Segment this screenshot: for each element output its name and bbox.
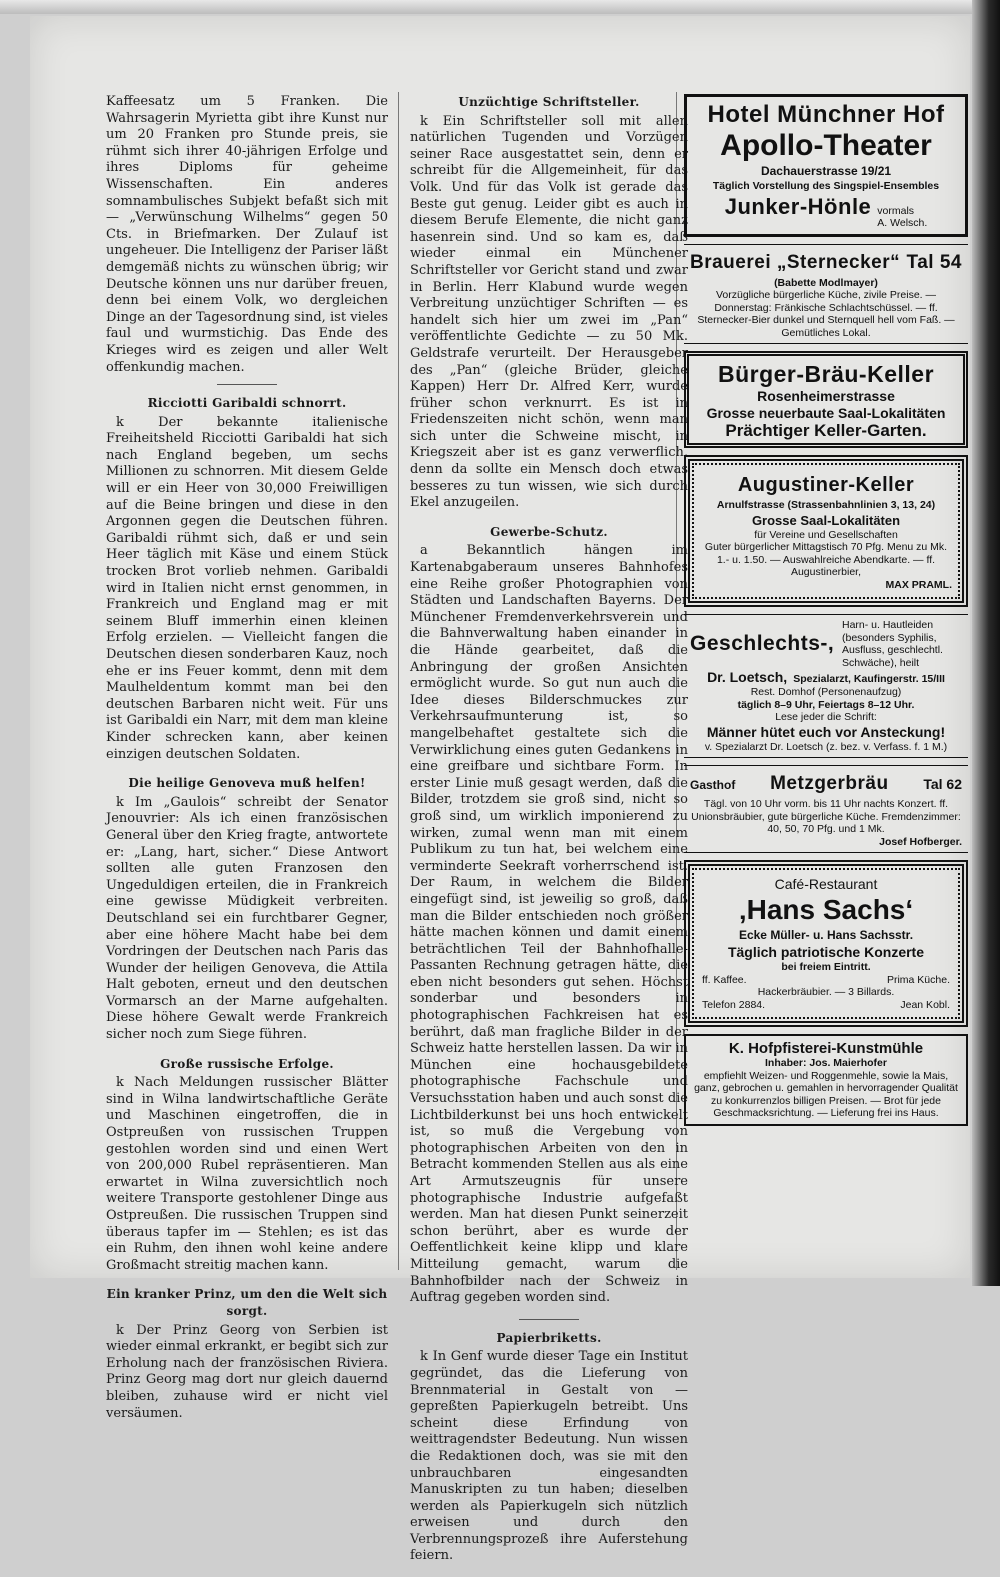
article-russian-successes xyxy=(106,1056,388,1275)
ad-hours: täglich 8–9 Uhr, Feiertags 8–12 Uhr. xyxy=(737,698,915,711)
ad-line1: Grosse Saal-Lokalitäten xyxy=(751,512,901,528)
separator xyxy=(217,384,277,385)
ad-line1-right: Prima Küche. xyxy=(886,973,950,986)
ad-street: Rosenheimerstrasse xyxy=(757,388,895,404)
ad-side-text: Harn- u. Hautleiden (besonders Syphilis, Ausfluss, geschlechtl. Schwäche), heilt xyxy=(842,619,943,669)
ad-headline: Geschlechts-, xyxy=(690,632,835,655)
ad-line2: für Vereine und Gesellschaften xyxy=(754,528,898,541)
ad-name: ‚Hans Sachs‘ xyxy=(738,894,914,925)
ad-read: Lese jeder die Schrift: xyxy=(775,711,877,723)
ad-owner: MAX PRAML. xyxy=(885,578,952,591)
article-body: k Nach Meldungen russischer Blätter sind in Wilna landwirtschaftliche Geräte und Maschinen eingetroffen, die in Ostpreußen von russischen Truppen gestohlen worden sind und einen Wert von 200,000 Rubel repräsentieren. Man erwartet in Wilna zuversichtlich noch weitere Transporte gestohlener Dinge aus Ostpreußen. Die russischen Truppen sind überaus tapfer im — Stehlen; es ist das ein Ruhm, den ihnen wohl keine andere Großmacht streitig machen kann. xyxy=(106,1075,388,1273)
ad-hotel-name: Hotel Münchner Hof xyxy=(707,101,945,128)
ad-telephone: Tal 62 xyxy=(923,776,962,792)
ad-sternecker xyxy=(684,244,968,345)
ad-text: Vorzügliche bürgerliche Küche, zivile Preise. — Donnerstag: Fränkische Schlachtschüssel. — ff. Sternecker-Bier dunkel und Sternquell hell vom Faß. — Gemütliches Lokal. xyxy=(697,289,955,339)
scan-binding-shadow xyxy=(972,0,1000,1286)
ad-label: Gasthof xyxy=(690,778,736,792)
ad-name: Bürger-Bräu-Keller xyxy=(717,361,935,387)
article-trade-protection xyxy=(410,524,688,1307)
separator xyxy=(519,1319,579,1320)
ad-warning: Männer hütet euch vor Ansteckung! xyxy=(706,723,946,740)
ad-hotel-muenchner-hof xyxy=(684,94,968,237)
article-headline: Große russische Erfolge. xyxy=(160,1056,334,1071)
ad-doctor: Dr. Loetsch, xyxy=(707,669,788,685)
article-garibaldi xyxy=(106,395,388,763)
article-body: k In Genf wurde dieser Tage ein Institut gegründet, das die Lieferung von Brennmaterial in Gestalt von — gepreßten Papierkugeln betreibt. Uns scheint diese Erfindung von weittragendster Bedeutung. Nun wissen die Redaktionen doch, was sie mit den unbrauchbaren eingesandten Manuskripten zu tun haben; dieselben werden als Papierkugeln sich nützlich erweisen und durch den Verbrennungsprozeß ihre Auferstehung feiern. xyxy=(410,1349,688,1564)
ad-augustiner-keller xyxy=(684,455,968,607)
ad-vormals-label: vormals xyxy=(877,204,915,217)
article-sick-prince xyxy=(106,1286,388,1422)
article-writers xyxy=(410,94,688,512)
article-body: a Bekanntlich hängen im Kartenabgaberaum unseres Bahnhofes eine Reihe großer Photographien von Städten und Landschaften Bayerns. Der Münchener Fremdenverkehrsverein und die Bahnverwaltung haben einander in die Hände gearbeitet, daß die Anbringung der großen Ansichten ermöglicht wurde. So gut nun auch die Idee dieses Bilderschmuckes zur Verkehrsaufmunterung ist, so mangelbehaftet gestaltete sich die Verwirklichung eines guten Gedankens in eine greifbare und sichtbare Form. In erster Linie muß gesagt werden, daß die Bilder, trotzdem sie groß sind, nicht so groß sind, um wirklich imponierend zu wirken, zumal wenn man mit einem Publikum zu tun hat, bei welchem eine verminderte Seekraft vorherrschend ist. Der Raum, in welchem die Bilder eingefügt sind, ist jeweilig so groß, daß man die Bilder entschieden noch größer hätte machen können und damit einem beträchtlichen Teil der Bahnhofhalle-Passanten Rechnung getragen hätte, die eben nicht besonders gut sehen. Höchst sonderbar und besonders in photographischen Fachkreisen hat es berührt, daß man fragliche Bilder in der Schweiz hatte herstellen lassen. Da wir in München eine hochausgebildete photographische Fachschule und Versuchsstation haben und auch sonst die Lichtbilderkunst bei uns hoch entwickelt ist, so muß die Vergebung von photographischen Arbeiten von den in Betracht kommenden Stellen aus als eine Art Armutszeugnis für unsere photographische Industrie aufgefaßt werden. Man hat diesen Punkt seinerzeit schon berührt, aber es wurde der Oeffentlichkeit keine klipp und klare Mitteilung gemacht, warum die Bahnhofbilder nach der Schweiz in Auftrag gegeben worden sind. xyxy=(410,543,688,1306)
ad-hans-sachs xyxy=(684,860,968,1027)
ad-brewery-name: Brauerei „Sternecker“ xyxy=(690,251,901,273)
article-body: k Der bekannte italienische Freiheitsheld Ricciotti Garibaldi hat sich nach England begeben, um sechs Millionen zu schnorren. Mit diesem Gelde will er ein Heer von 30,000 Freiwilligen auf die Beine bringen und diese in den Argonnen gegen die Deutschen führen. Garibaldi rühmt sich, daß er und sein Heer täglich mit Käse und einem Stück trocken Brot vorlieb nehmen. Garibaldi wird in Italien nicht ernst genommen, in Frankreich und England mag er mit seinem Bluff immerhin einen kleinen Erfolg erzielen. — Vielleicht fangen die Deutschen diesen sonderbaren Kauz, noch ehe er ins Feuer kommt, denn mit dem Maulheldentum kommt man bei den deutschen Barbaren nicht weit. Für uns ist Garibaldi ein Narr, mit dem man kleine Kinder schrecken kann, aber keinen einzigen deutschen Soldaten. xyxy=(106,414,388,762)
column-2 xyxy=(410,94,688,1577)
ad-owner: Inhaber: Jos. Maierhofer xyxy=(765,1057,887,1069)
ad-line1-left: ff. Kaffee. xyxy=(702,973,747,986)
article-body: k Ein Schriftsteller soll mit allen natürlichen Tugenden und Vorzügen seiner Race ausgestattet sein, denn er schreibt für die Allgemeinheit, für das Volk. Und für das Volk ist gerade das Beste gut genug. Leider gibt es auch in diesem Berufe Elemente, die nicht ganz hasenrein sind. Und so kam es, daß wieder einmal ein Münchener Schriftsteller vor Gericht stand und zwar in Berlin. Herr Klabund wurde wegen Verbreitung unzüchtiger Schriften — es handelt sich hier um zwei im „Pan“ veröffentlichte Gedichte — zu 50 Mk. Geldstrafe verurteilt. Der Herausgeber des „Pan“ (gleiche Brüder, gleiche Kappen) Herr Dr. Alfred Kerr, wurde früher schon verknurrt. Es ist in Friedenszeiten nicht schön, wenn man sich unter die Schweine mischt, in Kriegszeit aber ist es ganz verwerflich, denn da sollte ein Mensch doch etwas besseres zu tun wissen, wie sich durch Ekel anzugeilen. xyxy=(410,113,688,511)
ad-metzgerbraeu xyxy=(684,765,968,853)
ad-text: Tägl. von 10 Uhr vorm. bis 11 Uhr nachts Konzert. ff. Unionsbräubier, gute bürgerliche Küche. Fremdenzimmer: 40, 50, 70 Pfg. und 1 Mk. xyxy=(691,798,961,835)
ad-note: Täglich Vorstellung des Singspiel-Ensembles xyxy=(712,180,940,192)
ad-address: Dachauerstrasse 19/21 xyxy=(760,164,892,178)
ad-owner: Junker-Hönle xyxy=(724,193,872,219)
article-body: k Im „Gaulois“ schreibt der Senator Jenouvrier: Als ich einen französischen General über den Krieg fragte, antwortete er: „Lang, hart, sicher.“ Diese Antwort sollten alle guten Franzosen den Ungeduldigen erteilen, die in Frankreich eine gewisse Müdigkeit verbreiten. Deutschland sei ein furchtbarer Gegner, aber eine höhere Macht habe bei dem Vordringen der Deutschen nach Paris das Wunder der heiligen Genoveva, die Attila Halt geboten, erneut und den deutschen Vormarsch an der Marne aufgehalten. Diese höhere Gewalt werde Frankreich sicher noch zum Siege führen. xyxy=(106,794,388,1043)
ad-source: v. Spezialarzt Dr. Loetsch (z. bez. v. Verfass. f. 1 M.) xyxy=(704,740,948,753)
ad-address: Arnulfstrasse (Strassenbahnlinien 3, 13, 24) xyxy=(716,499,936,511)
ad-text: Guter bürgerlicher Mittagstisch 70 Pfg. Menu zu Mk. 1.- u. 1.50. — Auswahlreiche Abendkarte. — ff. Augustinerbier, xyxy=(704,541,948,578)
article-headline: Gewerbe-Schutz. xyxy=(490,524,608,539)
article-headline: Ein kranker Prinz, um den die Welt sich sorgt. xyxy=(106,1287,388,1318)
ad-name: K. Hofpfisterei-Kunstmühle xyxy=(728,1040,924,1057)
article-headline: Papierbriketts. xyxy=(496,1330,602,1345)
column-1 xyxy=(106,94,388,1434)
ad-phone: Telefon 2884. xyxy=(702,998,766,1011)
ad-line1: Grosse neuerbaute Saal-Lokalitäten xyxy=(706,405,946,421)
ad-buerger-braeu-keller xyxy=(684,351,968,448)
article-paper-briquettes xyxy=(410,1330,688,1565)
ad-line2: Prächtiger Keller-Garten. xyxy=(725,421,927,440)
article-headline: Ricciotti Garibaldi schnorrt. xyxy=(147,396,347,411)
article-headline: Die heilige Genoveva muß helfen! xyxy=(128,776,366,791)
ad-name: Metzgerbräu xyxy=(770,773,889,794)
scan-top-edge xyxy=(0,0,1000,14)
ad-address: Ecke Müller- u. Hans Sachsstr. xyxy=(738,928,914,942)
ad-line2: Hackerbräubier. — 3 Billards. xyxy=(757,986,895,998)
ad-entry: bei freiem Eintritt. xyxy=(781,961,871,973)
ad-telephone: Tal 54 xyxy=(906,251,962,273)
ad-owner: (Babette Modlmayer) xyxy=(774,276,878,289)
ad-theater-name: Apollo-Theater xyxy=(720,129,932,162)
ad-rest: Rest. Domhof (Personenaufzug) xyxy=(750,686,902,698)
ad-owner: Jean Kobl. xyxy=(900,998,950,1011)
ad-owner: Josef Hofberger. xyxy=(879,835,962,848)
ad-concerts: Täglich patriotische Konzerte xyxy=(727,944,925,960)
ad-name: Augustiner-Keller xyxy=(737,474,915,496)
newspaper-page xyxy=(30,16,970,1564)
article-body: k Der Prinz Georg von Serbien ist wieder einmal erkrankt, er begibt sich zur Erholung nach der französischen Riviera. Prinz Georg mag dort nur gleich dauernd bleiben, zuhause wird er nicht viel versäumen. xyxy=(106,1322,388,1421)
ad-hofpfisterei xyxy=(684,1034,968,1126)
article-genoveva xyxy=(106,775,388,1044)
ad-label: Café-Restaurant xyxy=(774,876,878,892)
ad-vormals-name: A. Welsch. xyxy=(877,217,928,229)
ad-doctor-detail: Spezialarzt, Kaufingerstr. 15/III xyxy=(793,673,945,685)
ad-text: empfiehlt Weizen- und Roggenmehle, sowie la Mais, ganz, gebrochen u. gemahlen in hervorragender Qualität zu konkurrenzlos billigen Preisen. — Brot für jede Geschmacksrichtung. — Lieferung frei ins Haus. xyxy=(694,1069,958,1119)
advertisements-column xyxy=(684,94,968,1133)
column-rule-1 xyxy=(398,92,399,1270)
article-headline: Unzüchtige Schriftsteller. xyxy=(458,95,640,109)
ad-dr-loetsch xyxy=(684,614,968,758)
article-intro: Kaffeesatz um 5 Franken. Die Wahrsagerin Myrietta gibt ihre Kunst nur um 20 Franken pro Stunde preis, sie rühmt sich ihrer 40-jährigen Erfolge und ihres Diploms für geheime Wissenschaften. Ein anderes somnambulisches Subjekt befaßt sich mit — „Verwünschung Wilhelms“ gegen 50 Cts. in Briefmarken. Der Zulauf ist ungeheuer. Die Intelligenz der Pariser läßt demgemäß nichts zu wünschen übrig; wir Deutsche können uns nur darüber freuen, denn bei einem Volk, wo dergleichen Dinge an der Tagesordnung sind, ist vieles faul und wurmstichig. Das Ende des Krieges wird es zeigen und aller Welt offenkundig machen. xyxy=(106,94,388,375)
